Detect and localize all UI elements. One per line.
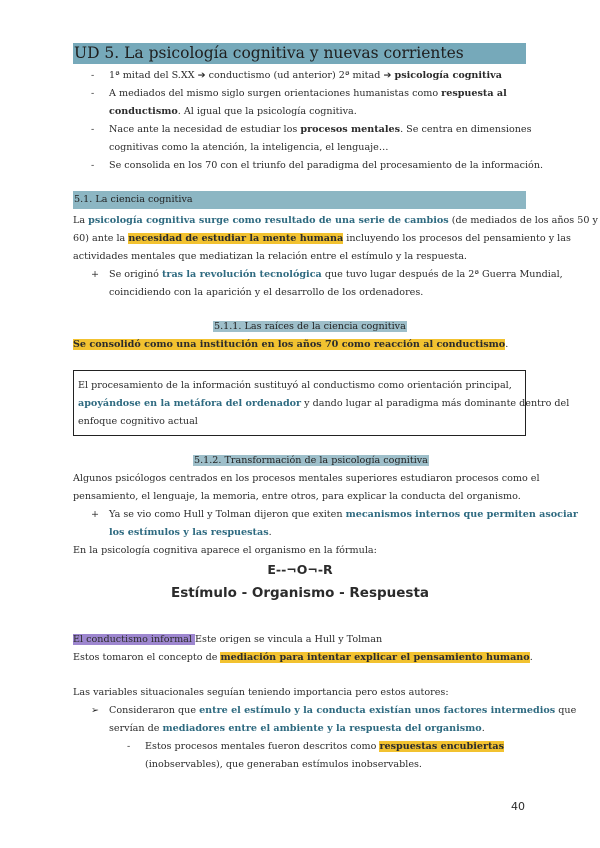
informal-paragraph-line: Estos tomaron el concepto de mediación para intentar explicar el pensamiento humano. [73,652,533,663]
bullet-dash: - [127,741,131,752]
bullet-dash: - [91,88,95,99]
intro-bullet-4: Se consolida en los 70 con el triunfo del paradigma del procesamiento de la información. [109,160,544,171]
section11-highlight: Se consolidó como una institución en los años 70 como reacción al conductismo. [73,339,509,350]
section1-subbullet: Se originó tras la revolución tecnológica que tuvo lugar después de la 2ª Guerra Mundial, [109,269,563,280]
page-title-bar [73,43,526,64]
section12-paragraph-line: Algunos psicólogos centrados en los procesos mentales superiores estudiaron procesos como el [73,473,540,484]
bullet-dash: - [91,70,95,81]
subsection-heading: 5.1.2. Transformación de la psicología cognitiva [194,455,428,466]
subsection-heading: 5.1.1. Las raíces de la ciencia cognitiva [214,321,406,332]
bullet-dash: - [91,124,95,135]
intro-bullet-2: A mediados del mismo siglo surgen orientaciones humanistas como respuesta al [109,88,507,99]
bullet-arrow: ➢ [91,705,100,716]
section1-paragraph-line: 60) ante la necesidad de estudiar la mente humana incluyendo los procesos del pensamiento y las [73,233,571,244]
formula-text: Estímulo - Organismo - Respuesta [170,585,430,601]
section-heading-bar [73,191,526,209]
intro-bullet-3: Nace ante la necesidad de estudiar los procesos mentales. Se centra en dimensiones [109,124,532,135]
page-number: 40 [511,800,525,813]
section-heading: 5.1. La ciencia cognitiva [74,194,193,205]
box-line: El procesamiento de la información sustituyó al conductismo como orientación principal, [78,380,512,391]
box-line: apoyándose en la metáfora del ordenador y dando lugar al paradigma más dominante dentro del [78,398,570,409]
informal-label: El conductismo informal [73,634,196,645]
formula-symbolic: E--¬O¬-R [267,562,333,577]
intro-bullet-1: 1ª mitad del S.XX ➔ conductismo (ud anterior) 2ª mitad ➔ psicología cognitiva [109,70,502,81]
box-line: enfoque cognitivo actual [78,416,198,427]
formula-intro: En la psicología cognitiva aparece el organismo en la fórmula: [73,545,377,556]
section1-subbullet-cont: coincidiendo con la aparición y el desarrollo de los ordenadores. [109,287,424,298]
bullet-plus: + [91,509,100,520]
section12-paragraph-line: pensamiento, el lenguaje, la memoria, entre otros, para explicar la conducta del organismo. [73,491,521,502]
intro-bullet-2-cont: conductismo. Al igual que la psicología cognitiva. [109,106,357,117]
informal-sub-bullet-cont: (inobservables), que generaban estímulos inobservables. [145,759,422,770]
page-title: UD 5. La psicología cognitiva y nuevas corrientes [74,44,464,62]
section12-subbullet-cont: los estímulos y las respuestas. [109,527,272,538]
informal-arrow-bullet-cont: servían de mediadores entre el ambiente y la respuesta del organismo. [109,723,485,734]
section1-paragraph-line: La psicología cognitiva surge como resultado de una serie de cambios (de mediados de los años 50 y [73,215,598,226]
bullet-plus: + [91,269,100,280]
section12-subbullet: Ya se vio como Hull y Tolman dijeron que exiten mecanismos internos que permiten asociar [109,509,578,520]
informal-arrow-bullet: Consideraron que entre el estímulo y la conducta existían unos factores intermedios que [109,705,577,716]
informal-sub-bullet: Estos procesos mentales fueron descritos como respuestas encubiertas [145,741,505,752]
section1-paragraph-line: actividades mentales que mediatizan la relación entre el estímulo y la respuesta. [73,251,467,262]
informal-heading-line: El conductismo informal Este origen se vincula a Hull y Tolman [73,634,383,645]
bullet-dash: - [91,160,95,171]
informal-paragraph-line: Las variables situacionales seguían teniendo importancia pero estos autores: [73,687,449,698]
intro-bullet-3-cont: cognitivas como la atención, la inteligencia, el lenguaje… [109,142,389,153]
